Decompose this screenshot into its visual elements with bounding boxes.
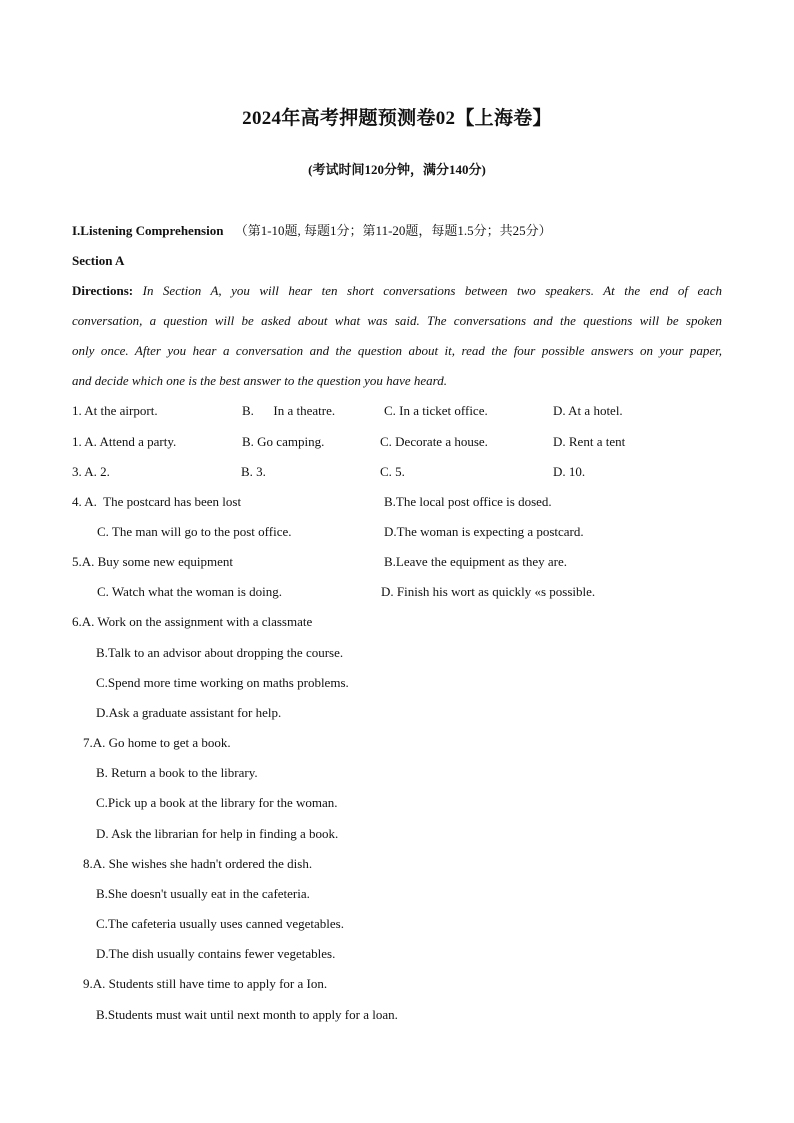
q2-option-b: B. Go camping.: [242, 434, 325, 449]
q2-option-c: C. Decorate a house.: [380, 434, 488, 449]
q8-option-a: 8.A. She wishes she hadn't ordered the dish.: [83, 856, 313, 871]
q3-option-c: C. 5.: [380, 464, 405, 479]
q3-option-a: 3. A. 2.: [72, 464, 110, 479]
q5-option-c: C. Watch what the woman is doing.: [97, 584, 283, 599]
q6-option-d: D.Ask a graduate assistant for help.: [96, 705, 282, 720]
q6-option-a: 6.A. Work on the assignment with a classmate: [72, 614, 313, 629]
q4-option-a: 4. A. The postcard has been lost: [72, 494, 242, 509]
q5-option-a: 5.A. Buy some new equipment: [72, 554, 234, 569]
directions-label: Directions:: [72, 283, 134, 298]
q4-option-b: B.The local post office is dosed.: [384, 494, 552, 509]
q3-option-b: B. 3.: [241, 464, 266, 479]
q1-option-b: B. In a theatre.: [242, 403, 336, 418]
q1-option-c: C. In a ticket office.: [384, 403, 488, 418]
part-heading: I.Listening Comprehension: [72, 223, 224, 238]
q6-option-c: C.Spend more time working on maths problems.: [96, 675, 349, 690]
q4-option-d: D.The woman is expecting a postcard.: [384, 524, 584, 539]
q9-option-a: 9.A. Students still have time to apply for a Ion.: [83, 976, 328, 991]
part-scoring-note: （第1-10题, 每题1分；第11-20题，每题1.5分；共25分）: [234, 223, 552, 238]
exam-info: (考试时间120分钟，满分140分): [308, 162, 486, 177]
q8-option-c: C.The cafeteria usually uses canned vegetables.: [96, 916, 344, 931]
q9-option-b: B.Students must wait until next month to apply for a loan.: [96, 1007, 398, 1022]
part-heading-row: [72, 223, 552, 239]
q3-option-d: D. 10.: [553, 464, 586, 479]
directions-line-4: and decide which one is the best answer to the question you have heard.: [72, 373, 448, 388]
q6-option-b: B.Talk to an advisor about dropping the course.: [96, 645, 344, 660]
q2-option-a: 1. A. Attend a party.: [72, 434, 177, 449]
q7-option-c: C.Pick up a book at the library for the woman.: [96, 795, 338, 810]
q2-option-d: D. Rent a tent: [553, 434, 626, 449]
section-heading: Section A: [72, 253, 125, 268]
q4-option-c: C. The man will go to the post office.: [97, 524, 292, 539]
q7-option-a: 7.A. Go home to get a book.: [83, 735, 231, 750]
page-title: 2024年高考押题预测卷02【上海卷】: [242, 108, 552, 129]
q7-option-d: D. Ask the librarian for help in finding a book.: [96, 826, 339, 841]
q5-option-b: B.Leave the equipment as they are.: [384, 554, 568, 569]
q7-option-b: B. Return a book to the library.: [96, 765, 258, 780]
directions-line-1: [72, 283, 722, 299]
q1-option-a: 1. At the airport.: [72, 403, 158, 418]
q8-option-d: D.The dish usually contains fewer vegetables.: [96, 946, 336, 961]
directions-line-2: conversation, a question will be asked about what was said. The conversations and the questions will be spoken: [72, 313, 722, 328]
directions-line-3: only once. After you hear a conversation and the question about it, read the four possible answers on your paper,: [72, 343, 722, 358]
directions-text-1: In Section A, you will hear ten short conversations between two speakers. At the end of each: [142, 283, 722, 298]
q1-option-d: D. At a hotel.: [553, 403, 623, 418]
q5-option-d: D. Finish his wort as quickly «s possible.: [381, 584, 596, 599]
q8-option-b: B.She doesn't usually eat in the cafeteria.: [96, 886, 310, 901]
